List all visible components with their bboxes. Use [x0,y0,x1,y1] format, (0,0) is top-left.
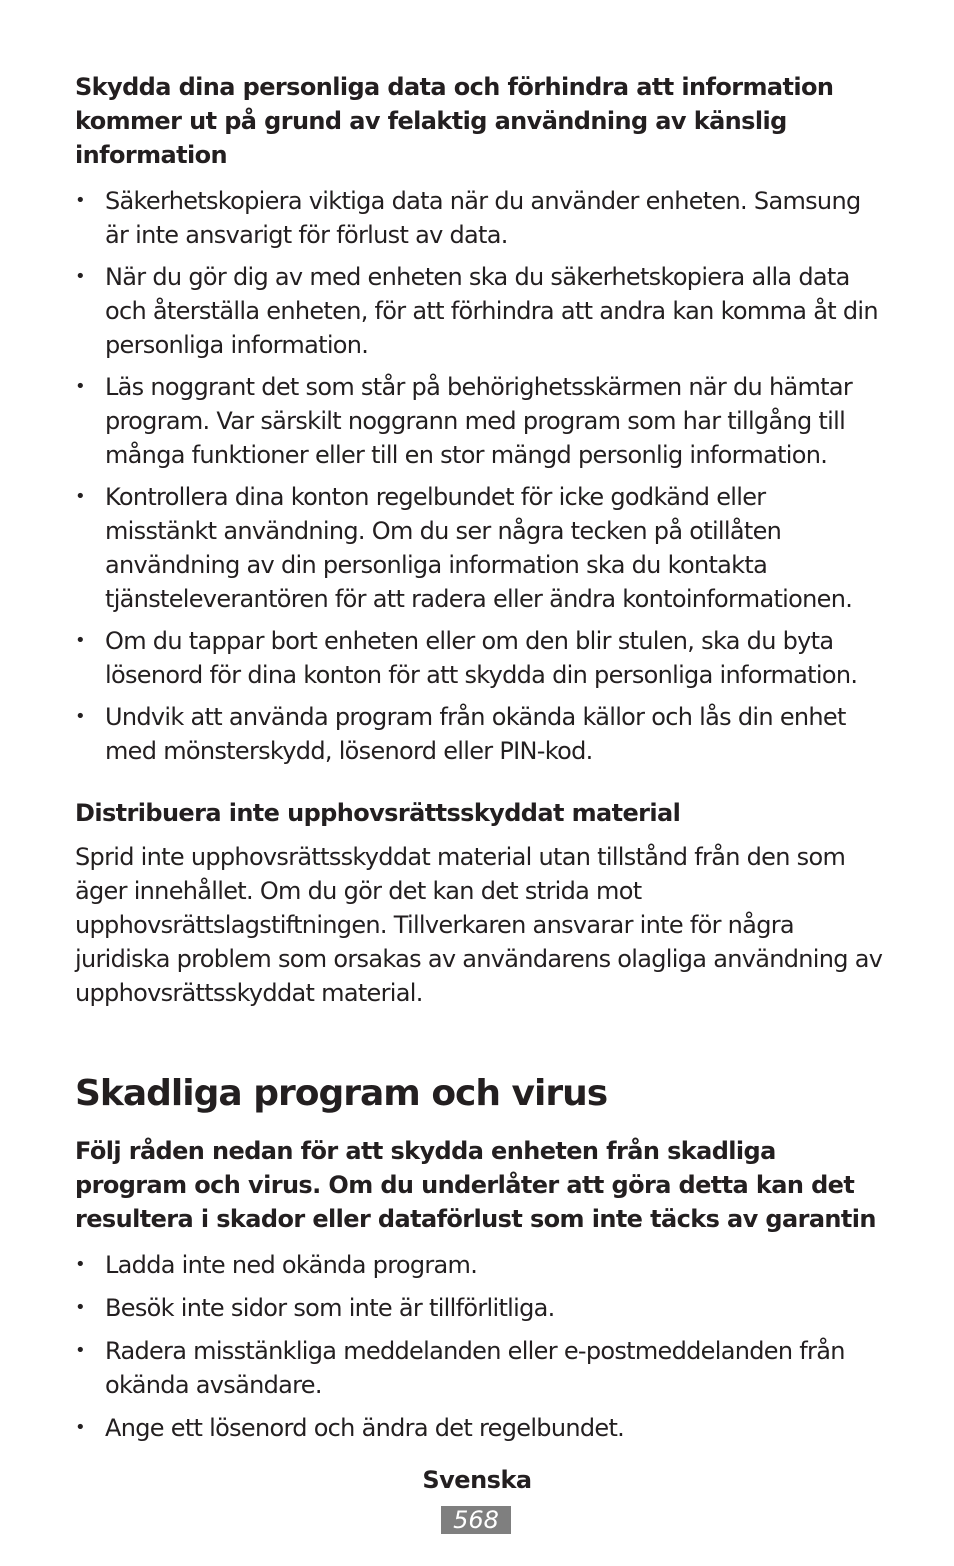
list-item [75,184,883,252]
bullet-list-personal-data [75,184,883,768]
list-item-text: Undvik att använda program från okända källor och lås din enhet med mönsterskydd, lösenord eller PIN-kod. [105,703,846,765]
list-item-text: Radera misstänkliga meddelanden eller e-postmeddelanden från okända avsändare. [105,1337,845,1399]
list-item-text: Läs noggrant det som står på behörighetsskärmen när du hämtar program. Var särskilt noggrann med program som har tillgång till många funktioner eller till en stor mängd personlig information. [105,373,853,469]
list-item [75,1411,883,1445]
list-item [75,624,883,692]
bullet-icon: • [75,266,85,287]
bullet-icon: • [75,630,85,651]
section-heading-personal-data: Skydda dina personliga data och förhindra att information kommer ut på grund av felaktig användning av känslig information [75,73,834,169]
section-heading-copyright: Distribuera inte upphovsrättsskyddat material [75,799,681,827]
page-number-badge: 568 [441,1506,511,1534]
list-item-text: Kontrollera dina konton regelbundet för icke godkänd eller misstänkt användning. Om du ser några tecken på otillåten användning av din personliga information ska du kontakta tjänsteleverantören för att radera eller ändra kontoinformationen. [105,483,853,613]
bullet-icon: • [75,486,85,507]
list-item-text: Ladda inte ned okända program. [105,1251,478,1279]
document-page [75,70,883,1445]
copyright-paragraph: Sprid inte upphovsrättsskyddat material utan tillstånd från den som äger innehållet. Om du gör det kan det strida mot upphovsrättslagstiftningen. Tillverkaren ansvarar inte för några juridiska problem som orsakas av användarens olagliga användning av upphovsrättsskyddat material. [75,843,883,1007]
bullet-icon: • [75,376,85,397]
page-title: Skadliga program och virus [75,1073,608,1114]
list-item [75,1248,883,1282]
list-item [75,700,883,768]
footer-language: Svenska [422,1466,532,1494]
list-item [75,260,883,362]
bullet-icon: • [75,1297,85,1318]
list-item-text: Säkerhetskopiera viktiga data när du använder enheten. Samsung är inte ansvarigt för förlust av data. [105,187,861,249]
list-item-text: Om du tappar bort enheten eller om den blir stulen, ska du byta lösenord för dina konton för att skydda din personliga information. [105,627,858,689]
bullet-icon: • [75,706,85,727]
bullet-list-malware [75,1248,883,1445]
list-item [75,1291,883,1325]
bullet-icon: • [75,1417,85,1438]
bullet-icon: • [75,1254,85,1275]
bullet-icon: • [75,1340,85,1361]
section-heading-malware: Följ råden nedan för att skydda enheten från skadliga program och virus. Om du underlåter att göra detta kan det resultera i skador eller dataförlust som inte täcks av garantin [75,1137,876,1233]
list-item [75,370,883,472]
list-item-text: När du gör dig av med enheten ska du säkerhetskopiera alla data och återställa enheten, för att förhindra att andra kan komma åt din personliga information. [105,263,878,359]
list-item-text: Besök inte sidor som inte är tillförlitliga. [105,1294,555,1322]
bullet-icon: • [75,190,85,211]
list-item-text: Ange ett lösenord och ändra det regelbundet. [105,1414,625,1442]
list-item [75,480,883,616]
list-item [75,1334,883,1402]
